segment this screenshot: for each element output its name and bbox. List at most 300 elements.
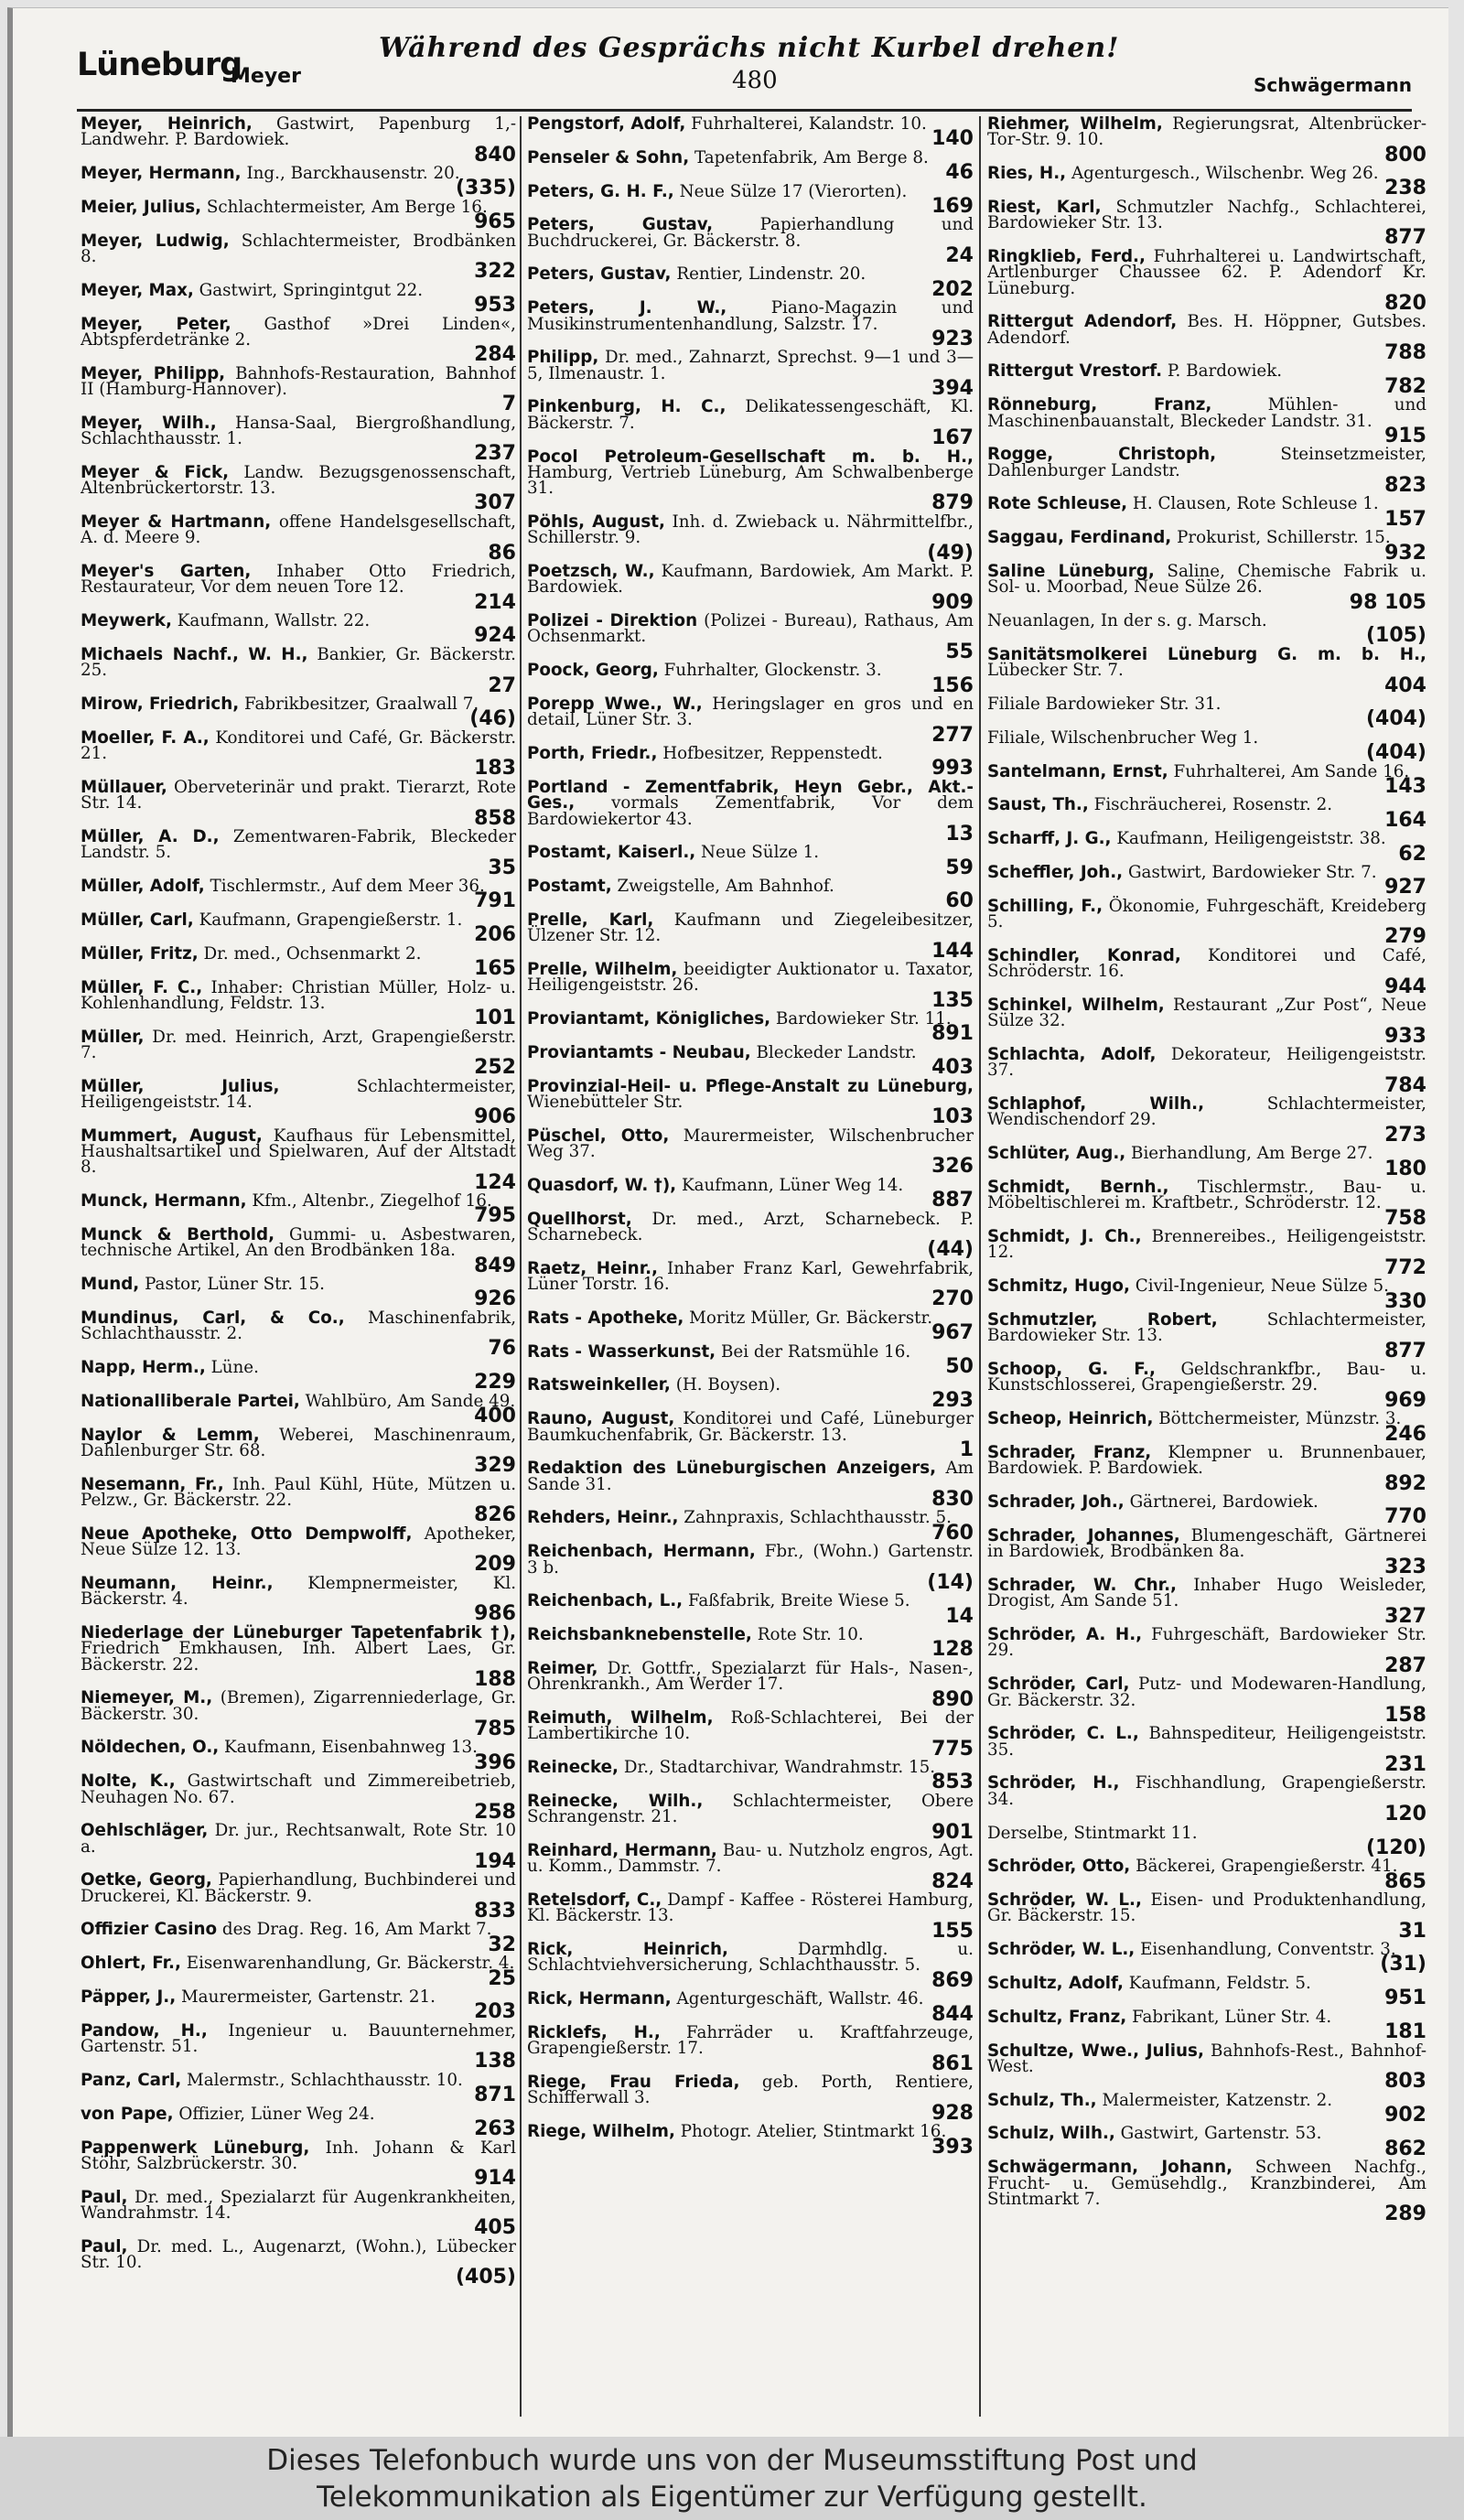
entry-details: Civil-Ingenieur, Neue Sülze 5. (1135, 1276, 1389, 1297)
entry-name: Nöldechen, O., (81, 1738, 220, 1758)
phone-number: 865 (1384, 1869, 1426, 1893)
entry-name: Peters, Gustav, (527, 264, 672, 285)
entry-details: Konditorei und Café, Lüneburger Baumkuchenfabrik, Gr. Bäckerstr. 13. (527, 1409, 974, 1445)
entry-name: Schwägermann, Johann, (987, 2158, 1233, 2178)
entry-name: Proviantamt, Königliches, (527, 1009, 771, 1029)
phone-number: 263 (474, 2117, 516, 2141)
entry-name: Reinhard, Hermann, (527, 1841, 717, 1860)
entry-text (987, 945, 1426, 982)
phone-number: 869 (931, 1968, 974, 1992)
entry-text (527, 1544, 974, 1576)
entry-details: Pastor, Lüner Str. 15. (145, 1275, 325, 1295)
entry-name: Prelle, Wilhelm, (527, 960, 678, 979)
directory-entry (987, 1525, 1426, 1578)
directory-entry (81, 644, 516, 697)
entry-text (81, 199, 516, 215)
phone-number: 890 (931, 1687, 974, 1711)
entry-name: Poetzsch, W., (527, 562, 655, 582)
phone-number: 951 (1384, 1987, 1426, 2010)
directory-entry (81, 1622, 516, 1691)
entry-details: Landw. Bezugsgenossenschaft, Altenbrückertorstr. 13. (81, 462, 516, 499)
entry-details: Wahlbüro, Am Sande 49. (305, 1391, 516, 1411)
directory-entry (987, 1857, 1426, 1893)
directory-entry (527, 215, 974, 267)
entry-details: Rote Str. 10. (757, 1625, 864, 1645)
entry-name: Müllauer, (81, 777, 167, 797)
entry-name: Rote Schleuse, (987, 494, 1128, 514)
entry-text (81, 314, 516, 350)
directory-entry (81, 1076, 516, 1129)
directory-entry (527, 1989, 974, 2026)
phone-number: 165 (474, 957, 516, 980)
directory-entry (987, 1360, 1426, 1412)
entry-text (987, 1144, 1426, 1164)
phone-number: 849 (474, 1254, 516, 1277)
entry-text (527, 1793, 974, 1825)
phone-number: 103 (931, 1105, 974, 1129)
directory-entry (987, 1492, 1426, 1529)
directory-entry (81, 1573, 516, 1626)
entry-details: offene Handelsgesellschaft, A. d. Meere 9. (81, 512, 516, 548)
directory-entry (81, 314, 516, 367)
entry-name: Schröder, Otto, (987, 1857, 1131, 1877)
entry-details: Lüne. (210, 1357, 259, 1377)
entry-details: Konditorei und Café, Gr. Bäckerstr. 21. (81, 727, 516, 764)
phone-number: 823 (1384, 473, 1426, 497)
entry-text (987, 761, 1426, 781)
directory-entry (81, 413, 516, 466)
directory-entry (81, 2236, 516, 2289)
entry-text (987, 1411, 1426, 1427)
entry-text (527, 564, 974, 596)
entry-text (987, 164, 1426, 184)
entry-details: Heringslager en gros und en detail, Lüner Str. 3. (527, 695, 974, 730)
phone-number: 101 (474, 1007, 516, 1030)
entry-details: Apotheker, Neue Sülze 12. 13. (81, 1524, 516, 1560)
directory-entry (987, 2007, 1426, 2044)
phone-number: 791 (474, 889, 516, 913)
entry-details: Bahnspediteur, Heiligengeiststr. 35. (987, 1724, 1426, 1760)
phone-number: 901 (931, 1820, 974, 1844)
phone-number: 138 (474, 2050, 516, 2073)
phone-number: 62 (1398, 842, 1426, 866)
directory-entry (527, 1890, 974, 1943)
phone-number: 25 (488, 1966, 516, 1990)
entry-details: Eisenhandlung, Conventstr. 3. (1140, 1940, 1396, 1960)
phone-number: 853 (931, 1771, 974, 1794)
entry-details: Offizier, Lüner Weg 24. (178, 2104, 375, 2124)
entry-name: Panz, Carl, (81, 2070, 182, 2090)
entry-details: Fuhrhalter, Glockenstr. 3. (663, 661, 882, 681)
directory-entry (527, 348, 974, 400)
entry-name: Rauno, August, (527, 1409, 675, 1429)
phone-number: 76 (488, 1337, 516, 1361)
entry-details: Bäckerei, Grapengießerstr. 41. (1136, 1857, 1398, 1877)
entry-details: Fuhrgeschäft, Bardowieker Str. 29. (987, 1625, 1426, 1661)
directory-entry (987, 246, 1426, 315)
entry-details: Schmutzler Nachfg., Schlachterei, Bardowieker Str. 13. (987, 197, 1426, 233)
entry-name: Riege, Frau Frieda, (527, 2073, 740, 2093)
entry-details: Dekorateur, Heiligengeiststr. 37. (987, 1045, 1426, 1081)
phone-number: (31) (1380, 1953, 1426, 1976)
entry-name: Retelsdorf, C., (527, 1890, 662, 1911)
directory-entry (527, 512, 974, 565)
entry-details: Schlachtermeister, Bardowieker Str. 13. (987, 1310, 1426, 1346)
entry-details: Regierungsrat, Altenbrücker-Tor-Str. 9. 10. (987, 116, 1426, 150)
directory-entry (987, 1775, 1426, 1823)
phone-number: 933 (1384, 1024, 1426, 1048)
entry-details: Dr. med., Ochsenmarkt 2. (203, 943, 422, 964)
entry-details: (Bremen), Zigarrenniederlage, Gr. Bäckerstr. 30. (81, 1688, 516, 1724)
phone-number: 906 (474, 1105, 516, 1129)
directory-entry (527, 1258, 974, 1311)
directory-entry (527, 1658, 974, 1711)
entry-details: geb. Porth, Rentiere, Schifferwall 3. (527, 2073, 974, 2108)
directory-entry (527, 1375, 974, 1412)
entry-text (81, 1076, 516, 1112)
entry-text (987, 1940, 1426, 1960)
entry-details: Agenturgesch., Wilschenbr. Weg 26. (1071, 164, 1379, 184)
entry-details: Inhaber Otto Friedrich, Restaurateur, Vor dem neuen Tore 12. (81, 562, 516, 598)
directory-entry (987, 2041, 1426, 2094)
phone-number: 393 (931, 2135, 974, 2159)
directory-entry (81, 1474, 516, 1527)
entry-name: Meyer & Hartmann, (81, 512, 272, 532)
directory-entry (81, 877, 516, 913)
footer-line-2: Telekommunikation als Eigentümer zur Verfügung gestellt. (317, 2481, 1147, 2514)
entry-name: Reimuth, Wilhelm, (527, 1708, 714, 1728)
directory-entry (987, 1443, 1426, 1495)
entry-name: Saggau, Ferdinand, (987, 528, 1172, 548)
directory-entry (527, 300, 974, 348)
phone-number: 270 (931, 1287, 974, 1311)
directory-entry (987, 1890, 1426, 1943)
phone-number: 50 (945, 1354, 974, 1378)
entry-name: Reinecke, (527, 1758, 619, 1778)
directory-entry (81, 829, 516, 877)
phone-number: 86 (488, 541, 516, 565)
phone-number: 252 (474, 1056, 516, 1080)
directory-entry (987, 1675, 1426, 1727)
phone-number: 877 (1384, 1339, 1426, 1362)
phone-number: 284 (474, 343, 516, 367)
entry-text (81, 777, 516, 813)
entry-name: Pinkenburg, H. C., (527, 397, 727, 417)
directory-entry (987, 445, 1426, 497)
directory-entry (987, 1724, 1426, 1776)
entry-details: Schlachtermeister, Wendischendorf 29. (987, 1094, 1426, 1130)
entry-name: Riehmer, Wilhelm, (987, 116, 1163, 134)
header-rule (77, 109, 1412, 112)
directory-entry (987, 2158, 1426, 2226)
entry-details: Fuhrhalterei u. Landwirtschaft, Artlenburger Chaussee 62. P. Adendorf Kr. Lüneburg. (987, 246, 1426, 298)
directory-entry (527, 181, 974, 218)
entry-name: Pengstorf, Adolf, (527, 116, 686, 134)
entry-name: Nesemann, Fr., (81, 1474, 224, 1494)
entry-details: Inhaber: Christian Müller, Holz- u. Kohlenhandlung, Feldstr. 13. (81, 977, 516, 1013)
phone-number: 238 (1384, 177, 1426, 200)
directory-entry (527, 397, 974, 450)
entry-name: Müller, Julius, (81, 1076, 280, 1096)
phone-number: 396 (474, 1750, 516, 1774)
entry-name: Meyer, Heinrich, (81, 116, 253, 134)
directory-entry (987, 361, 1426, 398)
entry-text (81, 233, 516, 265)
phone-number: 1 (959, 1438, 974, 1461)
phone-number: 770 (1384, 1505, 1426, 1529)
entry-name: Sanitätsmolkerei Lüneburg G. m. b. H., (987, 644, 1426, 664)
directory-entry (527, 447, 974, 515)
directory-entry (81, 977, 516, 1030)
entry-details: Inhaber Hugo Weisleder, Drogist, Am Sande 51. (987, 1576, 1426, 1611)
entry-text (527, 613, 974, 645)
phone-number: 887 (931, 1189, 974, 1212)
entry-details: Dr. med. Heinrich, Arzt, Grapengießerstr. 7. (81, 1027, 516, 1062)
entry-name: Rönneburg, Franz, (987, 395, 1212, 415)
entry-details: Neue Sülze 1. (701, 843, 820, 863)
entry-text (527, 1076, 974, 1112)
entry-text (527, 147, 974, 167)
entry-details: Darmhdlg. u. Schlachtviehversicherung, Schlachthausstr. 5. (527, 1940, 974, 1976)
directory-entry (81, 1920, 516, 1956)
phone-number: 167 (931, 426, 974, 450)
entry-details: Dr. Gottfr., Spezialarzt für Hals-, Nasen-, Ohrenkrankh., Am Werder 17. (527, 1658, 974, 1695)
directory-entry (81, 2138, 516, 2191)
entry-text (81, 1474, 516, 1510)
entry-name: Schulz, Th., (987, 2090, 1097, 2110)
column-divider (979, 116, 981, 2417)
phone-number: 986 (474, 1602, 516, 1626)
entry-text (527, 1710, 974, 1742)
phone-number: 128 (931, 1638, 974, 1662)
directory-entry (527, 613, 974, 661)
entry-details: (Polizei - Bureau), Rathaus, Am Ochsenmarkt. (527, 611, 974, 647)
entry-text (527, 962, 974, 994)
entry-details: Fabrikant, Lüner Str. 4. (1132, 2007, 1332, 2027)
directory-entry (81, 1275, 516, 1311)
phone-number: 155 (931, 1919, 974, 1943)
phone-number: 862 (1384, 2137, 1426, 2160)
entry-details: Dr. med., Arzt, Scharnebeck. P. Scharnebeck. (527, 1209, 974, 1244)
entry-name: Prelle, Karl, (527, 910, 654, 930)
phone-number: 844 (931, 2002, 974, 2026)
directory-entry (81, 1425, 516, 1478)
phone-number: 953 (474, 294, 516, 318)
directory-entry (527, 1841, 974, 1893)
entry-details: Bardowieker Str. 11. (775, 1009, 952, 1029)
entry-text (527, 1460, 974, 1492)
entry-text (81, 1427, 516, 1459)
entry-details: Delikatessengeschäft, Kl. Bäckerstr. 7. (527, 397, 974, 433)
phone-number: 795 (474, 1204, 516, 1228)
phone-number: 188 (474, 1667, 516, 1691)
entry-details: Kaufmann, Lüner Weg 14. (681, 1175, 904, 1195)
entry-details: beeidigter Auktionator u. Taxator, Heiligengeiststr. 26. (527, 960, 974, 996)
phone-number: 820 (1384, 291, 1426, 315)
entry-name: Schrader, Franz, (987, 1443, 1152, 1463)
entry-text (987, 447, 1426, 479)
entry-name: Mirow, Friedrich, (81, 695, 240, 715)
entry-text (527, 1843, 974, 1875)
entry-text (527, 1341, 974, 1362)
column-1 (81, 116, 516, 2418)
entry-name: Schmidt, Bernh., (987, 1178, 1169, 1198)
directory-entry (987, 1276, 1426, 1313)
directory-entry (81, 164, 516, 200)
directory-entry (81, 231, 516, 284)
entry-name: Schulz, Wilh., (987, 2124, 1115, 2144)
entry-text (81, 1872, 516, 1904)
entry-name: Munck & Berthold, (81, 1224, 275, 1244)
entry-text (81, 415, 516, 447)
phone-number: 840 (474, 143, 516, 167)
directory-entry (987, 945, 1426, 998)
directory-entry (81, 1872, 516, 1920)
entry-name: Reichsbanknebenstelle, (527, 1625, 752, 1645)
phone-number: 826 (474, 1503, 516, 1527)
phone-number: 124 (474, 1170, 516, 1194)
entry-text (527, 2074, 974, 2106)
phone-number: 181 (1384, 2020, 1426, 2044)
entry-details: Fuhrhalterei, Am Sande 16. (1173, 761, 1410, 781)
directory-entry (987, 644, 1426, 697)
entry-text (987, 246, 1426, 298)
entry-text (987, 528, 1426, 548)
entry-name: Quellhorst, (527, 1209, 632, 1229)
entry-name: Reichenbach, Hermann, (527, 1542, 756, 1562)
entry-details: Bes. H. Höppner, Gutsbes. Adendorf. (987, 312, 1426, 348)
entry-details: Roß-Schlachterei, Bei der Lambertikirche 10. (527, 1708, 974, 1744)
entry-name: Schlüter, Aug., (987, 1144, 1126, 1164)
entry-name: Pöhls, August, (527, 512, 665, 532)
entry-name: Portland - Zementfabrik, Heyn Gebr., Akt.-Ges., (527, 777, 974, 813)
entry-name: Ratsweinkeller, (527, 1375, 671, 1395)
entry-name: Müller, F. C., (81, 977, 203, 997)
entry-details: Fischhandlung, Grapengießerstr. 34. (987, 1773, 1426, 1809)
entry-details: Blumengeschäft, Gärtnerei in Bardowiek, Brodbänken 8a. (987, 1525, 1426, 1562)
phone-number: 289 (1384, 2202, 1426, 2226)
phone-number: (44) (927, 1238, 974, 1262)
phone-number: 287 (1384, 1653, 1426, 1677)
phone-number: 144 (931, 939, 974, 963)
entry-name: Schrader, Johannes, (987, 1525, 1180, 1545)
entry-details: Fuhrhalterei, Kalandstr. 10. (691, 116, 927, 134)
entry-details: Fabrikbesitzer, Graalwall 7. (244, 695, 479, 715)
phone-number: 143 (1384, 774, 1426, 798)
phone-number: 782 (1384, 374, 1426, 398)
directory-entry (527, 1341, 974, 1378)
directory-entry (527, 1076, 974, 1129)
phone-number: 277 (931, 723, 974, 747)
entry-name: Schröder, W. L., (987, 1940, 1136, 1960)
phone-number: 206 (474, 923, 516, 947)
entry-details: Dr., Stadtarchivar, Wandrahmstr. 15. (623, 1758, 936, 1778)
phone-number: 203 (474, 2000, 516, 2024)
entry-details: Oberveterinär und prakt. Tierarzt, Rote Str. 14. (81, 777, 516, 813)
phone-number: 323 (1384, 1555, 1426, 1578)
entry-name: Meyer, Peter, (81, 314, 231, 334)
directory-entry (527, 562, 974, 614)
entry-details: Bahnhofs-Rest., Bahnhof-West. (987, 2041, 1426, 2076)
entry-text (987, 1627, 1426, 1659)
directory-entry (987, 1312, 1426, 1360)
phone-number: 135 (931, 988, 974, 1012)
entry-text (527, 1411, 974, 1443)
entry-text (527, 116, 974, 132)
entry-details: Neuanlagen, In der s. g. Marsch. (987, 611, 1267, 631)
directory-entry (527, 264, 974, 301)
entry-text (81, 116, 516, 148)
phone-number: 858 (474, 806, 516, 830)
entry-name: Quasdorf, W. †), (527, 1175, 677, 1195)
phone-number: 914 (474, 2167, 516, 2191)
phone-number: 329 (474, 1454, 516, 1478)
directory-entry (987, 312, 1426, 364)
phone-number: 231 (1384, 1752, 1426, 1776)
entry-name: Pocol Petroleum-Gesellschaft m. b. H., (527, 447, 974, 467)
entry-text (527, 2025, 974, 2057)
phone-number: (405) (455, 2266, 516, 2289)
entry-name: Scheop, Heinrich, (987, 1409, 1154, 1429)
directory-entry (527, 1940, 974, 1992)
phone-number: 35 (488, 856, 516, 879)
phone-number: 157 (1384, 507, 1426, 531)
entry-text (81, 1823, 516, 1855)
entry-details: Hansa-Saal, Biergroßhandlung, Schlachthausstr. 1. (81, 413, 516, 449)
entry-details: P. Bardowiek. (1167, 361, 1283, 382)
entry-name: Ries, H., (987, 164, 1067, 184)
entry-text (81, 564, 516, 596)
entry-details: Bierhandlung, Am Berge 27. (1131, 1144, 1373, 1164)
directory-entry (987, 562, 1426, 614)
entry-text (81, 1125, 516, 1178)
phone-number: 120 (1384, 1803, 1426, 1825)
phone-number: 902 (1384, 2103, 1426, 2127)
entry-details: Fischräucherei, Rosenstr. 2. (1093, 795, 1333, 815)
phone-number: 158 (1384, 1703, 1426, 1727)
entry-text (527, 1991, 974, 2007)
directory-entry (527, 1542, 974, 1594)
entry-details: Steinsetzmeister, Dahlenburger Landstr. (987, 445, 1426, 480)
entry-details: Schlachtermeister, Heiligengeiststr. 14. (81, 1076, 516, 1112)
entry-name: Provinzial-Heil- u. Pflege-Anstalt zu Lüneburg, (527, 1076, 974, 1096)
entry-text (81, 1310, 516, 1342)
entry-text (987, 1676, 1426, 1708)
entry-name: Riege, Wilhelm, (527, 2122, 675, 2142)
phone-number: (46) (469, 707, 516, 731)
entry-details: Konditorei und Café, Schröderstr. 16. (987, 945, 1426, 982)
entry-text (527, 1310, 974, 1326)
entry-name: Scheffler, Joh., (987, 863, 1124, 883)
phone-number: (335) (455, 177, 516, 200)
entry-name: Müller, A. D., (81, 827, 220, 847)
directory-entry (987, 2124, 1426, 2160)
directory-entry (987, 829, 1426, 866)
phone-number: 60 (945, 889, 974, 913)
directory-entry (81, 1391, 516, 1428)
entry-details: Maurermeister, Wilschenbrucher Weg 37. (527, 1125, 974, 1162)
directory-entry (987, 1045, 1426, 1097)
directory-entry (527, 1308, 974, 1345)
directory-entry (987, 611, 1426, 648)
directory-entry (527, 1209, 974, 1262)
phone-number: 279 (1384, 925, 1426, 949)
entry-name: Napp, Herm., (81, 1357, 206, 1377)
entry-details: Saline, Chemische Fabrik u. Sol- u. Moorbad, Neue Sülze 26. (987, 562, 1426, 598)
header-title: Während des Gesprächs nicht Kurbel drehen! (379, 32, 1120, 64)
entry-name: Philipp, (527, 348, 599, 368)
entry-text (987, 1229, 1426, 1261)
